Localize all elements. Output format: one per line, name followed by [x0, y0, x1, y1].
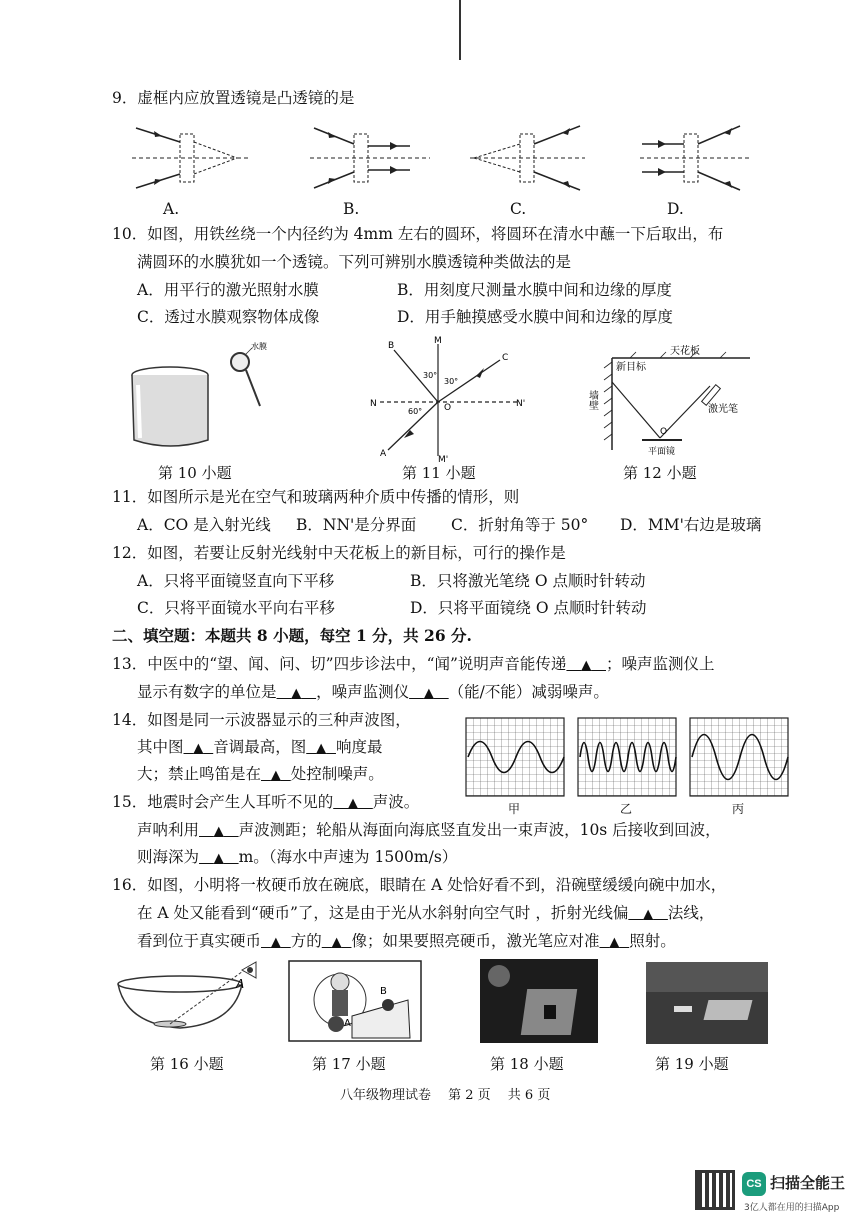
svg-text:C: C: [502, 353, 509, 363]
svg-text:墙壁: 墙壁: [586, 390, 598, 410]
q14-waveform-bing: [690, 718, 788, 796]
q10-line2: 满圆环的水膜犹如一个透镜。下列可辨别水膜透镜种类做法的是: [137, 253, 572, 271]
q9-option-a[interactable]: A.: [163, 200, 180, 218]
q15-line3: 则海深为 ▲ m。（海水中声速为 1500m/s）: [137, 848, 458, 866]
q14-blank-2[interactable]: ▲: [316, 741, 327, 756]
svg-text:N: N: [370, 399, 377, 409]
q14-blank-1[interactable]: ▲: [193, 741, 204, 756]
q9-option-b[interactable]: B.: [343, 200, 360, 218]
q12-option-c[interactable]: C．只将平面镜水平向右平移: [137, 599, 335, 617]
q11-option-b[interactable]: B．NN'是分界面: [296, 516, 417, 534]
q15-line1: 15．地震时会产生人耳听不见的 ▲ 声波。: [112, 793, 420, 811]
q13-line1: 13．中医中的“望、闻、问、切”四步诊法中，“闻”说明声音能传递 ▲ ；噪声监测仪上: [112, 655, 715, 673]
q14-blank-3[interactable]: ▲: [270, 768, 281, 783]
svg-text:B: B: [388, 341, 395, 351]
q9-diagram-a: [132, 120, 262, 200]
q9-stem: 9．虚框内应放置透镜是凸透镜的是: [112, 89, 355, 107]
q10-option-a[interactable]: A．用平行的激光照射水膜: [137, 281, 319, 299]
q14-wave-label-jia: 甲: [508, 802, 521, 816]
q11-option-a[interactable]: A．CO 是入射光线: [137, 516, 271, 534]
q10-line1: 10．如图，用铁丝绕一个内径约为 4mm 左右的圆环，将圆环在清水中蘸一下后取出，布: [112, 225, 724, 243]
q14-line2: 其中图 ▲ 音调最高，图 ▲ 响度最: [137, 738, 383, 756]
svg-text:平面镜: 平面镜: [648, 447, 676, 457]
q11-stem: 11．如图所示是光在空气和玻璃两种介质中传播的情形，则: [112, 488, 520, 506]
q9-diagram-b: [310, 120, 440, 200]
fig17-illustration: [288, 960, 422, 1042]
q14-wave-label-yi: 乙: [620, 802, 633, 816]
q11-option-c[interactable]: C．折射角等于 50°: [451, 516, 589, 534]
svg-text:60°: 60°: [408, 407, 423, 416]
q16-blank-3[interactable]: ▲: [331, 935, 342, 950]
q13-line2: 显示有数字的单位是 ▲ ，噪声监测仪 ▲ （能/不能）减弱噪声。: [137, 683, 609, 701]
q10-option-b[interactable]: B．用刻度尺测量水膜中间和边缘的厚度: [397, 281, 672, 299]
fig19-photo: [646, 962, 768, 1044]
svg-text:M: M: [434, 336, 442, 346]
fold-line: [459, 0, 461, 60]
q10-option-d[interactable]: D．用手触摸感受水膜中间和边缘的厚度: [397, 308, 673, 326]
fig18-caption: 第 18 小题: [490, 1055, 564, 1073]
qr-code-icon: [695, 1170, 735, 1210]
fig11-refraction-diagram: [368, 338, 538, 463]
q15-blank-2[interactable]: ▲: [213, 824, 224, 839]
fig16-caption: 第 16 小题: [150, 1055, 224, 1073]
q15-blank-1[interactable]: ▲: [348, 796, 359, 811]
svg-text:O: O: [444, 403, 452, 413]
section2-heading: 二、填空题：本题共 8 小题，每空 1 分，共 26 分.: [112, 626, 472, 645]
fig12-caption: 第 12 小题: [623, 464, 697, 482]
page-footer: 八年级物理试卷 第 2 页 共 6 页: [340, 1088, 551, 1103]
fig19-caption: 第 19 小题: [655, 1055, 729, 1073]
q15-line2: 声呐利用 ▲ 声波测距；轮船从海面向海底竖直发出一束声波，10s 后接收到回波，: [137, 821, 721, 839]
fig10-film-label: 水膜: [251, 342, 267, 351]
q14-wave-label-bing: 丙: [732, 802, 745, 816]
q16-line3: 看到位于真实硬币 ▲ 方的 ▲ 像；如果要照亮硬币，激光笔应对准 ▲ 照射。: [137, 932, 676, 950]
svg-text:N': N': [516, 399, 526, 409]
svg-text:30°: 30°: [423, 371, 438, 380]
q12-option-d[interactable]: D．只将平面镜绕 O 点顺时针转动: [410, 599, 647, 617]
q16-blank-1[interactable]: ▲: [643, 907, 654, 922]
q16-blank-2[interactable]: ▲: [270, 935, 281, 950]
q12-stem: 12．如图，若要让反射光线射中天花板上的新目标，可行的操作是: [112, 544, 566, 562]
svg-text:新目标: 新目标: [616, 362, 646, 373]
fig16-bowl-illustration: [110, 958, 270, 1038]
q16-line1: 16．如图，小明将一枚硬币放在碗底，眼睛在 A 处恰好看不到，沿碗壁缓缓向碗中加水，: [112, 876, 727, 894]
q14-waveform-jia: [466, 718, 564, 796]
q14-line3: 大；禁止鸣笛是在 ▲ 处控制噪声。: [137, 765, 384, 783]
q14-line1: 14．如图是同一示波器显示的三种声波图，: [112, 711, 411, 729]
fig10-caption: 第 10 小题: [158, 464, 232, 482]
svg-text:天花板: 天花板: [670, 346, 700, 357]
q16-line2: 在 A 处又能看到“硬币”了，这是由于光从水斜射向空气时 ，折射光线偏 ▲ 法线，: [137, 904, 715, 922]
q11-option-d[interactable]: D．MM'右边是玻璃: [620, 516, 762, 534]
q15-blank-3[interactable]: ▲: [213, 851, 224, 866]
q13-blank-1[interactable]: ▲: [581, 658, 592, 673]
fig11-caption: 第 11 小题: [402, 464, 476, 482]
q9-option-c[interactable]: C.: [510, 200, 527, 218]
scanner-subtitle: 3亿人都在用的扫描App: [744, 1203, 840, 1213]
fig17-caption: 第 17 小题: [312, 1055, 386, 1073]
q13-blank-2[interactable]: ▲: [291, 686, 302, 701]
q12-option-b[interactable]: B．只将激光笔绕 O 点顺时针转动: [410, 572, 646, 590]
scanner-title: 扫描全能王: [770, 1174, 846, 1192]
q9-diagram-d: [640, 120, 770, 200]
svg-text:O: O: [660, 427, 668, 437]
q9-option-d[interactable]: D.: [667, 200, 684, 218]
svg-text:A: A: [344, 1018, 351, 1029]
svg-text:30°: 30°: [444, 377, 459, 386]
q14-waveform-yi: [578, 718, 676, 796]
q12-option-a[interactable]: A．只将平面镜竖直向下平移: [137, 572, 335, 590]
svg-text:B: B: [380, 986, 387, 997]
fig18-photo: [480, 959, 598, 1043]
svg-text:A: A: [380, 449, 387, 459]
svg-text:M': M': [438, 455, 449, 465]
q16-blank-4[interactable]: ▲: [609, 935, 620, 950]
fig12-mirror-diagram: [586, 340, 760, 465]
q13-blank-3[interactable]: ▲: [423, 686, 434, 701]
fig16-point-a: A: [236, 977, 245, 991]
svg-text:激光笔: 激光笔: [708, 404, 738, 415]
fig10-beaker-illustration: [128, 340, 278, 460]
q10-option-c[interactable]: C．透过水膜观察物体成像: [137, 308, 320, 326]
q9-diagram-c: [470, 120, 600, 200]
scanner-logo-icon: CS: [742, 1172, 766, 1196]
